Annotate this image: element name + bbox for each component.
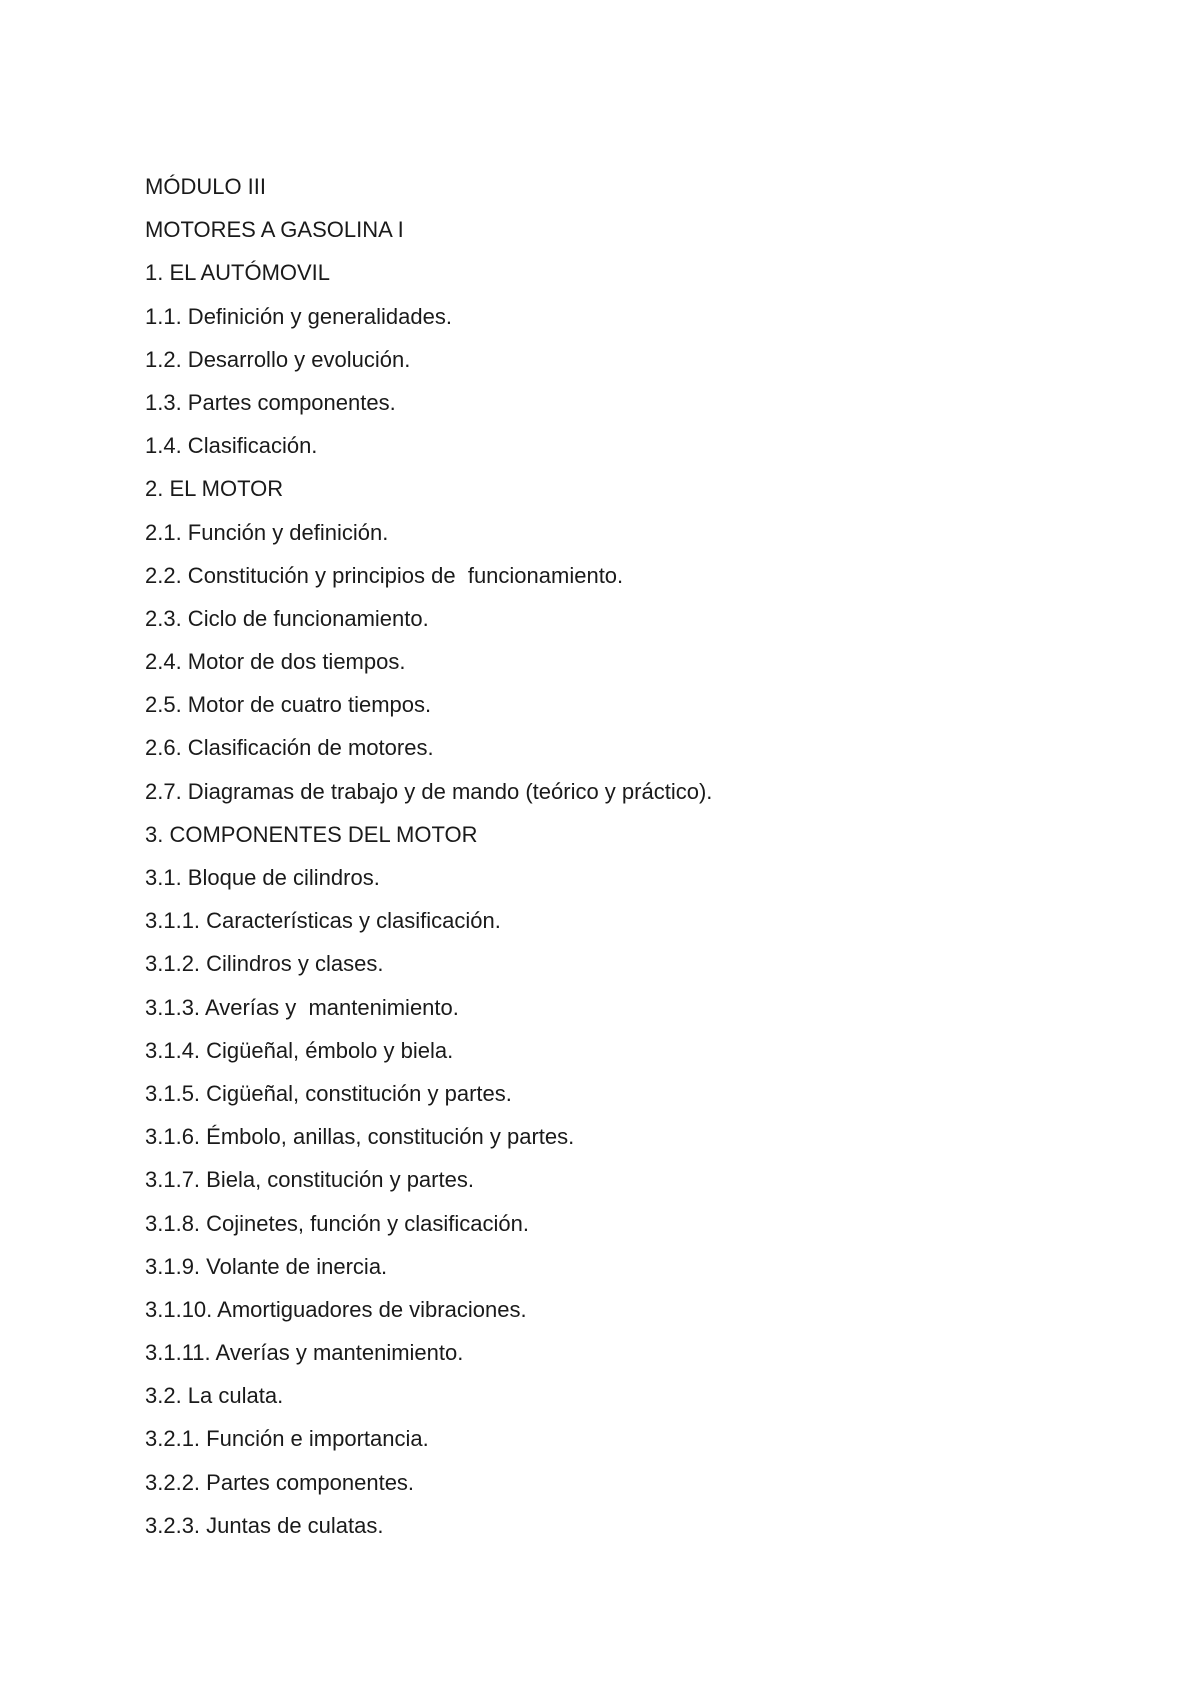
toc-entry: 1.3. Partes componentes. (145, 389, 396, 415)
toc-entry: 3.1. Bloque de cilindros. (145, 865, 380, 890)
toc-entry: 3.1.7. Biela, constitución y partes. (145, 1167, 474, 1193)
toc-entry: 1.4. Clasificación. (145, 433, 318, 459)
toc-entry: 2.2. Constitución y principios de funcionamiento. (145, 562, 624, 588)
toc-entry: 2.7. Diagramas de trabajo y de mando (teórico y práctico). (145, 778, 713, 804)
toc-entry: 3.1.6. Émbolo, anillas, constitución y partes. (145, 1124, 575, 1150)
toc-entry: 2.5. Motor de cuatro tiempos. (145, 692, 432, 718)
toc-entry: 3.2.2. Partes componentes. (145, 1469, 415, 1495)
toc-entry: 3.2.1. Función e importancia. (145, 1426, 429, 1452)
toc-entry: 3.1.8. Cojinetes, función y clasificación. (145, 1210, 529, 1236)
toc-entry: 2.4. Motor de dos tiempos. (145, 649, 406, 675)
toc-entry: 3.1.3. Averías y mantenimiento. (145, 994, 459, 1020)
section-heading: 2. EL MOTOR (145, 476, 284, 502)
toc-entry: 1.1. Definición y generalidades. (145, 303, 452, 329)
toc-entry: 3.1.5. Cigüeñal, constitución y partes. (145, 1080, 512, 1106)
section-heading: MÓDULO III (145, 174, 267, 199)
section-heading: 1. EL AUTÓMOVIL (145, 260, 331, 286)
toc-entry: 3.1.9. Volante de inercia. (145, 1253, 388, 1279)
table-of-contents (145, 165, 712, 1547)
toc-entry: 1.2. Desarrollo y evolución. (145, 346, 411, 372)
section-heading: 3. COMPONENTES DEL MOTOR (145, 821, 478, 847)
toc-entry: 3.1.10. Amortiguadores de vibraciones. (145, 1296, 527, 1322)
toc-entry: 2.3. Ciclo de funcionamiento. (145, 605, 429, 631)
toc-entry: 2.6. Clasificación de motores. (145, 735, 434, 761)
section-heading: MOTORES A GASOLINA I (145, 217, 404, 243)
toc-entry: 3.1.4. Cigüeñal, émbolo y biela. (145, 1037, 454, 1063)
toc-entry: 3.1.11. Averías y mantenimiento. (145, 1340, 464, 1366)
toc-entry: 3.2.3. Juntas de culatas. (145, 1512, 384, 1538)
toc-entry: 2.1. Función y definición. (145, 519, 389, 545)
toc-entry: 3.2. La culata. (145, 1383, 284, 1409)
toc-entry: 3.1.2. Cilindros y clases. (145, 951, 384, 977)
toc-entry: 3.1.1. Características y clasificación. (145, 908, 501, 934)
